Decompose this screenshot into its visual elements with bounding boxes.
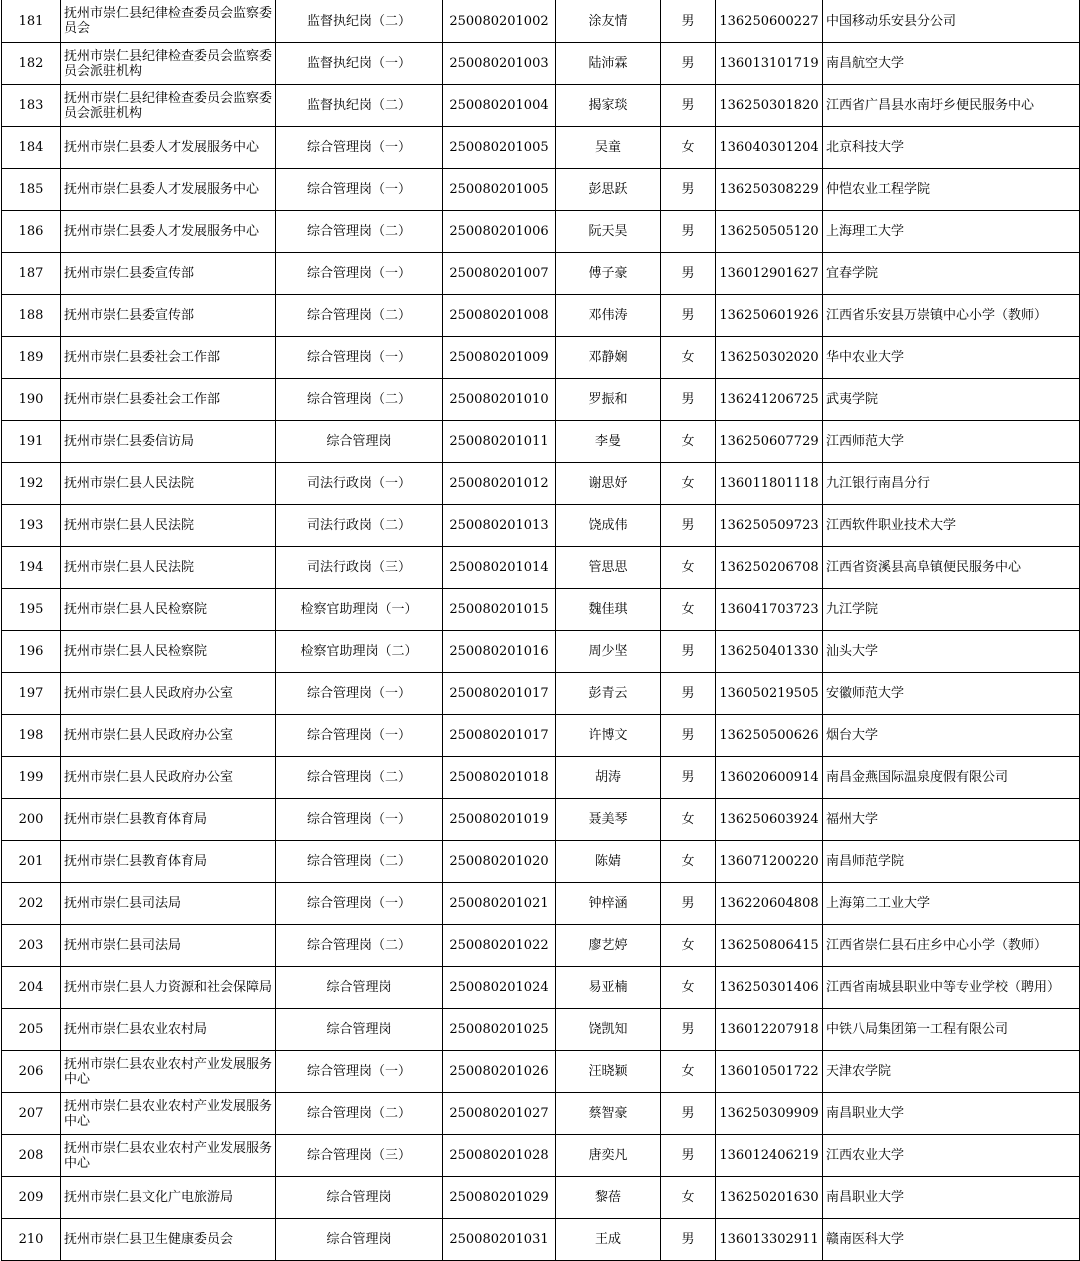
candidate-name-cell: 揭家琰 (556, 85, 661, 127)
row-number-cell: 183 (2, 85, 61, 127)
table-row (2, 127, 1080, 169)
unit-name-cell: 抚州市崇仁县委宣传部 (61, 253, 276, 295)
post-name-cell: 综合管理岗（一） (276, 127, 443, 169)
candidate-name-cell: 汪晓颖 (556, 1051, 661, 1093)
post-code-cell: 250080201010 (443, 379, 556, 421)
row-number-cell: 184 (2, 127, 61, 169)
post-code-cell: 250080201026 (443, 1051, 556, 1093)
table-row (2, 421, 1080, 463)
post-name-cell: 检察官助理岗（一） (276, 589, 443, 631)
post-name-cell: 检察官助理岗（二） (276, 631, 443, 673)
table-row (2, 1219, 1080, 1261)
unit-name-cell: 抚州市崇仁县人民法院 (61, 463, 276, 505)
unit-name-cell: 抚州市崇仁县人民政府办公室 (61, 715, 276, 757)
post-code-cell: 250080201004 (443, 85, 556, 127)
ticket-number-cell: 136250201630 (716, 1177, 823, 1219)
work-unit-or-school-cell: 福州大学 (823, 799, 1080, 841)
post-code-cell: 250080201029 (443, 1177, 556, 1219)
post-code-cell: 250080201007 (443, 253, 556, 295)
work-unit-or-school-cell: 江西软件职业技术大学 (823, 505, 1080, 547)
unit-name-cell: 抚州市崇仁县农业农村产业发展服务中心 (61, 1135, 276, 1177)
work-unit-or-school-cell: 江西省乐安县万崇镇中心小学（教师） (823, 295, 1080, 337)
candidate-name-cell: 谢思妤 (556, 463, 661, 505)
ticket-number-cell: 136012207918 (716, 1009, 823, 1051)
unit-name-cell: 抚州市崇仁县纪律检查委员会监察委员会派驻机构 (61, 85, 276, 127)
candidate-name-cell: 钟梓涵 (556, 883, 661, 925)
ticket-number-cell: 136250308229 (716, 169, 823, 211)
table-row (2, 1177, 1080, 1219)
ticket-number-cell: 136250301406 (716, 967, 823, 1009)
ticket-number-cell: 136250603924 (716, 799, 823, 841)
gender-cell: 男 (661, 631, 716, 673)
gender-cell: 男 (661, 505, 716, 547)
work-unit-or-school-cell: 江西农业大学 (823, 1135, 1080, 1177)
post-name-cell: 综合管理岗（一） (276, 1051, 443, 1093)
table-row (2, 211, 1080, 253)
unit-name-cell: 抚州市崇仁县委宣传部 (61, 295, 276, 337)
work-unit-or-school-cell: 武夷学院 (823, 379, 1080, 421)
row-number-cell: 205 (2, 1009, 61, 1051)
ticket-number-cell: 136220604808 (716, 883, 823, 925)
table-row (2, 169, 1080, 211)
row-number-cell: 185 (2, 169, 61, 211)
post-name-cell: 综合管理岗（二） (276, 379, 443, 421)
unit-name-cell: 抚州市崇仁县委人才发展服务中心 (61, 169, 276, 211)
unit-name-cell: 抚州市崇仁县委社会工作部 (61, 379, 276, 421)
gender-cell: 男 (661, 673, 716, 715)
post-code-cell: 250080201031 (443, 1219, 556, 1261)
gender-cell: 男 (661, 379, 716, 421)
ticket-number-cell: 136250600227 (716, 0, 823, 43)
table-row (2, 673, 1080, 715)
row-number-cell: 190 (2, 379, 61, 421)
work-unit-or-school-cell: 南昌师范学院 (823, 841, 1080, 883)
post-code-cell: 250080201006 (443, 211, 556, 253)
work-unit-or-school-cell: 安徽师范大学 (823, 673, 1080, 715)
candidate-name-cell: 管思思 (556, 547, 661, 589)
work-unit-or-school-cell: 宜春学院 (823, 253, 1080, 295)
post-name-cell: 监督执纪岗（二） (276, 85, 443, 127)
work-unit-or-school-cell: 天津农学院 (823, 1051, 1080, 1093)
ticket-number-cell: 136013101719 (716, 43, 823, 85)
post-name-cell: 综合管理岗（二） (276, 211, 443, 253)
work-unit-or-school-cell: 华中农业大学 (823, 337, 1080, 379)
row-number-cell: 203 (2, 925, 61, 967)
candidate-name-cell: 罗振和 (556, 379, 661, 421)
table-body (2, 0, 1080, 1261)
unit-name-cell: 抚州市崇仁县纪律检查委员会监察委员会 (61, 0, 276, 43)
candidate-name-cell: 蔡智豪 (556, 1093, 661, 1135)
candidate-name-cell: 聂美琴 (556, 799, 661, 841)
post-code-cell: 250080201025 (443, 1009, 556, 1051)
row-number-cell: 192 (2, 463, 61, 505)
unit-name-cell: 抚州市崇仁县农业农村局 (61, 1009, 276, 1051)
unit-name-cell: 抚州市崇仁县教育体育局 (61, 799, 276, 841)
post-code-cell: 250080201021 (443, 883, 556, 925)
table-row (2, 757, 1080, 799)
post-code-cell: 250080201015 (443, 589, 556, 631)
post-name-cell: 综合管理岗（一） (276, 169, 443, 211)
gender-cell: 女 (661, 841, 716, 883)
post-name-cell: 综合管理岗 (276, 1177, 443, 1219)
unit-name-cell: 抚州市崇仁县纪律检查委员会监察委员会派驻机构 (61, 43, 276, 85)
ticket-number-cell: 136013302911 (716, 1219, 823, 1261)
gender-cell: 女 (661, 337, 716, 379)
post-code-cell: 250080201005 (443, 169, 556, 211)
row-number-cell: 182 (2, 43, 61, 85)
candidate-name-cell: 易亚楠 (556, 967, 661, 1009)
row-number-cell: 187 (2, 253, 61, 295)
row-number-cell: 199 (2, 757, 61, 799)
ticket-number-cell: 136040301204 (716, 127, 823, 169)
work-unit-or-school-cell: 九江学院 (823, 589, 1080, 631)
table-row (2, 1009, 1080, 1051)
post-code-cell: 250080201009 (443, 337, 556, 379)
ticket-number-cell: 136250309909 (716, 1093, 823, 1135)
ticket-number-cell: 136250500626 (716, 715, 823, 757)
candidate-name-cell: 廖艺婷 (556, 925, 661, 967)
post-name-cell: 综合管理岗（二） (276, 841, 443, 883)
work-unit-or-school-cell: 江西师范大学 (823, 421, 1080, 463)
row-number-cell: 202 (2, 883, 61, 925)
work-unit-or-school-cell: 南昌职业大学 (823, 1093, 1080, 1135)
table-row (2, 379, 1080, 421)
gender-cell: 男 (661, 1009, 716, 1051)
candidate-name-cell: 吴童 (556, 127, 661, 169)
work-unit-or-school-cell: 北京科技大学 (823, 127, 1080, 169)
ticket-number-cell: 136012901627 (716, 253, 823, 295)
unit-name-cell: 抚州市崇仁县农业农村产业发展服务中心 (61, 1093, 276, 1135)
post-code-cell: 250080201024 (443, 967, 556, 1009)
candidate-name-cell: 陈婧 (556, 841, 661, 883)
gender-cell: 男 (661, 757, 716, 799)
post-code-cell: 250080201017 (443, 715, 556, 757)
work-unit-or-school-cell: 上海理工大学 (823, 211, 1080, 253)
ticket-number-cell: 136250301820 (716, 85, 823, 127)
unit-name-cell: 抚州市崇仁县文化广电旅游局 (61, 1177, 276, 1219)
candidate-name-cell: 阮天昊 (556, 211, 661, 253)
ticket-number-cell: 136250806415 (716, 925, 823, 967)
candidate-name-cell: 许博文 (556, 715, 661, 757)
ticket-number-cell: 136012406219 (716, 1135, 823, 1177)
row-number-cell: 210 (2, 1219, 61, 1261)
gender-cell: 男 (661, 1219, 716, 1261)
work-unit-or-school-cell: 赣南医科大学 (823, 1219, 1080, 1261)
table-row (2, 1051, 1080, 1093)
post-code-cell: 250080201008 (443, 295, 556, 337)
post-name-cell: 综合管理岗（一） (276, 673, 443, 715)
unit-name-cell: 抚州市崇仁县人力资源和社会保障局 (61, 967, 276, 1009)
gender-cell: 女 (661, 589, 716, 631)
row-number-cell: 194 (2, 547, 61, 589)
candidate-name-cell: 傅子豪 (556, 253, 661, 295)
candidate-name-cell: 彭思跃 (556, 169, 661, 211)
table-row (2, 925, 1080, 967)
post-code-cell: 250080201027 (443, 1093, 556, 1135)
row-number-cell: 188 (2, 295, 61, 337)
candidate-name-cell: 李曼 (556, 421, 661, 463)
unit-name-cell: 抚州市崇仁县委人才发展服务中心 (61, 211, 276, 253)
post-code-cell: 250080201017 (443, 673, 556, 715)
post-name-cell: 司法行政岗（一） (276, 463, 443, 505)
post-code-cell: 250080201012 (443, 463, 556, 505)
unit-name-cell: 抚州市崇仁县卫生健康委员会 (61, 1219, 276, 1261)
table-row (2, 967, 1080, 1009)
candidate-name-cell: 周少坚 (556, 631, 661, 673)
ticket-number-cell: 136241206725 (716, 379, 823, 421)
row-number-cell: 207 (2, 1093, 61, 1135)
unit-name-cell: 抚州市崇仁县人民检察院 (61, 631, 276, 673)
table-row (2, 43, 1080, 85)
table-row (2, 883, 1080, 925)
gender-cell: 男 (661, 85, 716, 127)
candidate-name-cell: 饶凯知 (556, 1009, 661, 1051)
work-unit-or-school-cell: 江西省广昌县水南圩乡便民服务中心 (823, 85, 1080, 127)
ticket-number-cell: 136250302020 (716, 337, 823, 379)
unit-name-cell: 抚州市崇仁县司法局 (61, 925, 276, 967)
ticket-number-cell: 136011801118 (716, 463, 823, 505)
row-number-cell: 198 (2, 715, 61, 757)
gender-cell: 男 (661, 295, 716, 337)
work-unit-or-school-cell: 上海第二工业大学 (823, 883, 1080, 925)
post-name-cell: 综合管理岗（一） (276, 883, 443, 925)
work-unit-or-school-cell: 中国移动乐安县分公司 (823, 0, 1080, 43)
unit-name-cell: 抚州市崇仁县委信访局 (61, 421, 276, 463)
post-code-cell: 250080201020 (443, 841, 556, 883)
gender-cell: 女 (661, 1177, 716, 1219)
post-name-cell: 综合管理岗（一） (276, 799, 443, 841)
gender-cell: 男 (661, 883, 716, 925)
row-number-cell: 181 (2, 0, 61, 43)
post-code-cell: 250080201002 (443, 0, 556, 43)
gender-cell: 女 (661, 127, 716, 169)
table-row (2, 799, 1080, 841)
row-number-cell: 186 (2, 211, 61, 253)
row-number-cell: 208 (2, 1135, 61, 1177)
post-name-cell: 综合管理岗 (276, 1219, 443, 1261)
post-name-cell: 综合管理岗（一） (276, 337, 443, 379)
row-number-cell: 206 (2, 1051, 61, 1093)
post-code-cell: 250080201022 (443, 925, 556, 967)
gender-cell: 男 (661, 169, 716, 211)
gender-cell: 女 (661, 925, 716, 967)
unit-name-cell: 抚州市崇仁县委社会工作部 (61, 337, 276, 379)
ticket-number-cell: 136250206708 (716, 547, 823, 589)
row-number-cell: 191 (2, 421, 61, 463)
ticket-number-cell: 136250607729 (716, 421, 823, 463)
table-row (2, 295, 1080, 337)
post-code-cell: 250080201014 (443, 547, 556, 589)
table-row (2, 1093, 1080, 1135)
ticket-number-cell: 136250601926 (716, 295, 823, 337)
post-name-cell: 综合管理岗 (276, 1009, 443, 1051)
candidate-name-cell: 唐奕凡 (556, 1135, 661, 1177)
row-number-cell: 189 (2, 337, 61, 379)
row-number-cell: 200 (2, 799, 61, 841)
gender-cell: 男 (661, 0, 716, 43)
post-name-cell: 综合管理岗 (276, 967, 443, 1009)
row-number-cell: 204 (2, 967, 61, 1009)
ticket-number-cell: 136250505120 (716, 211, 823, 253)
ticket-number-cell: 136010501722 (716, 1051, 823, 1093)
ticket-number-cell: 136050219505 (716, 673, 823, 715)
post-code-cell: 250080201018 (443, 757, 556, 799)
post-name-cell: 司法行政岗（二） (276, 505, 443, 547)
table-row (2, 463, 1080, 505)
table-row (2, 85, 1080, 127)
gender-cell: 男 (661, 1135, 716, 1177)
work-unit-or-school-cell: 南昌金燕国际温泉度假有限公司 (823, 757, 1080, 799)
row-number-cell: 196 (2, 631, 61, 673)
row-number-cell: 201 (2, 841, 61, 883)
row-number-cell: 193 (2, 505, 61, 547)
ticket-number-cell: 136041703723 (716, 589, 823, 631)
table-row (2, 547, 1080, 589)
work-unit-or-school-cell: 中铁八局集团第一工程有限公司 (823, 1009, 1080, 1051)
table-row (2, 589, 1080, 631)
candidate-name-cell: 黎蓓 (556, 1177, 661, 1219)
table-row (2, 1135, 1080, 1177)
post-name-cell: 综合管理岗（一） (276, 253, 443, 295)
candidate-name-cell: 彭青云 (556, 673, 661, 715)
work-unit-or-school-cell: 江西省南城县职业中等专业学校（聘用） (823, 967, 1080, 1009)
post-code-cell: 250080201003 (443, 43, 556, 85)
post-name-cell: 综合管理岗（二） (276, 757, 443, 799)
gender-cell: 男 (661, 1093, 716, 1135)
gender-cell: 男 (661, 715, 716, 757)
table-row (2, 505, 1080, 547)
work-unit-or-school-cell: 仲恺农业工程学院 (823, 169, 1080, 211)
work-unit-or-school-cell: 南昌航空大学 (823, 43, 1080, 85)
post-name-cell: 综合管理岗（二） (276, 925, 443, 967)
table-row (2, 253, 1080, 295)
row-number-cell: 209 (2, 1177, 61, 1219)
table-row (2, 337, 1080, 379)
post-name-cell: 司法行政岗（三） (276, 547, 443, 589)
post-name-cell: 综合管理岗（一） (276, 715, 443, 757)
candidate-name-cell: 魏佳琪 (556, 589, 661, 631)
candidate-name-cell: 王成 (556, 1219, 661, 1261)
unit-name-cell: 抚州市崇仁县人民政府办公室 (61, 673, 276, 715)
table-row (2, 715, 1080, 757)
candidate-name-cell: 陆沛霖 (556, 43, 661, 85)
post-name-cell: 监督执纪岗（二） (276, 0, 443, 43)
gender-cell: 女 (661, 1051, 716, 1093)
unit-name-cell: 抚州市崇仁县人民检察院 (61, 589, 276, 631)
post-code-cell: 250080201019 (443, 799, 556, 841)
candidate-name-cell: 邓静娴 (556, 337, 661, 379)
gender-cell: 女 (661, 967, 716, 1009)
post-name-cell: 综合管理岗 (276, 421, 443, 463)
unit-name-cell: 抚州市崇仁县委人才发展服务中心 (61, 127, 276, 169)
candidate-name-cell: 胡涛 (556, 757, 661, 799)
gender-cell: 女 (661, 463, 716, 505)
unit-name-cell: 抚州市崇仁县人民政府办公室 (61, 757, 276, 799)
work-unit-or-school-cell: 江西省崇仁县石庄乡中心小学（教师） (823, 925, 1080, 967)
unit-name-cell: 抚州市崇仁县人民法院 (61, 547, 276, 589)
gender-cell: 女 (661, 421, 716, 463)
ticket-number-cell: 136250509723 (716, 505, 823, 547)
gender-cell: 男 (661, 43, 716, 85)
ticket-number-cell: 136020600914 (716, 757, 823, 799)
gender-cell: 男 (661, 211, 716, 253)
candidate-name-cell: 饶成伟 (556, 505, 661, 547)
work-unit-or-school-cell: 九江银行南昌分行 (823, 463, 1080, 505)
post-name-cell: 监督执纪岗（一） (276, 43, 443, 85)
unit-name-cell: 抚州市崇仁县人民法院 (61, 505, 276, 547)
post-name-cell: 综合管理岗（二） (276, 295, 443, 337)
candidate-name-cell: 涂友情 (556, 0, 661, 43)
row-number-cell: 195 (2, 589, 61, 631)
gender-cell: 男 (661, 253, 716, 295)
unit-name-cell: 抚州市崇仁县教育体育局 (61, 841, 276, 883)
gender-cell: 女 (661, 799, 716, 841)
post-name-cell: 综合管理岗（二） (276, 1093, 443, 1135)
post-code-cell: 250080201011 (443, 421, 556, 463)
table-row (2, 841, 1080, 883)
ticket-number-cell: 136250401330 (716, 631, 823, 673)
table-row (2, 631, 1080, 673)
post-code-cell: 250080201016 (443, 631, 556, 673)
gender-cell: 女 (661, 547, 716, 589)
post-code-cell: 250080201013 (443, 505, 556, 547)
post-code-cell: 250080201028 (443, 1135, 556, 1177)
work-unit-or-school-cell: 汕头大学 (823, 631, 1080, 673)
post-name-cell: 综合管理岗（三） (276, 1135, 443, 1177)
unit-name-cell: 抚州市崇仁县司法局 (61, 883, 276, 925)
ticket-number-cell: 136071200220 (716, 841, 823, 883)
work-unit-or-school-cell: 烟台大学 (823, 715, 1080, 757)
work-unit-or-school-cell: 江西省资溪县高阜镇便民服务中心 (823, 547, 1080, 589)
unit-name-cell: 抚州市崇仁县农业农村产业发展服务中心 (61, 1051, 276, 1093)
candidate-name-cell: 邓伟涛 (556, 295, 661, 337)
row-number-cell: 197 (2, 673, 61, 715)
candidate-table (1, 0, 1080, 1261)
table-row (2, 0, 1080, 43)
post-code-cell: 250080201005 (443, 127, 556, 169)
work-unit-or-school-cell: 南昌职业大学 (823, 1177, 1080, 1219)
